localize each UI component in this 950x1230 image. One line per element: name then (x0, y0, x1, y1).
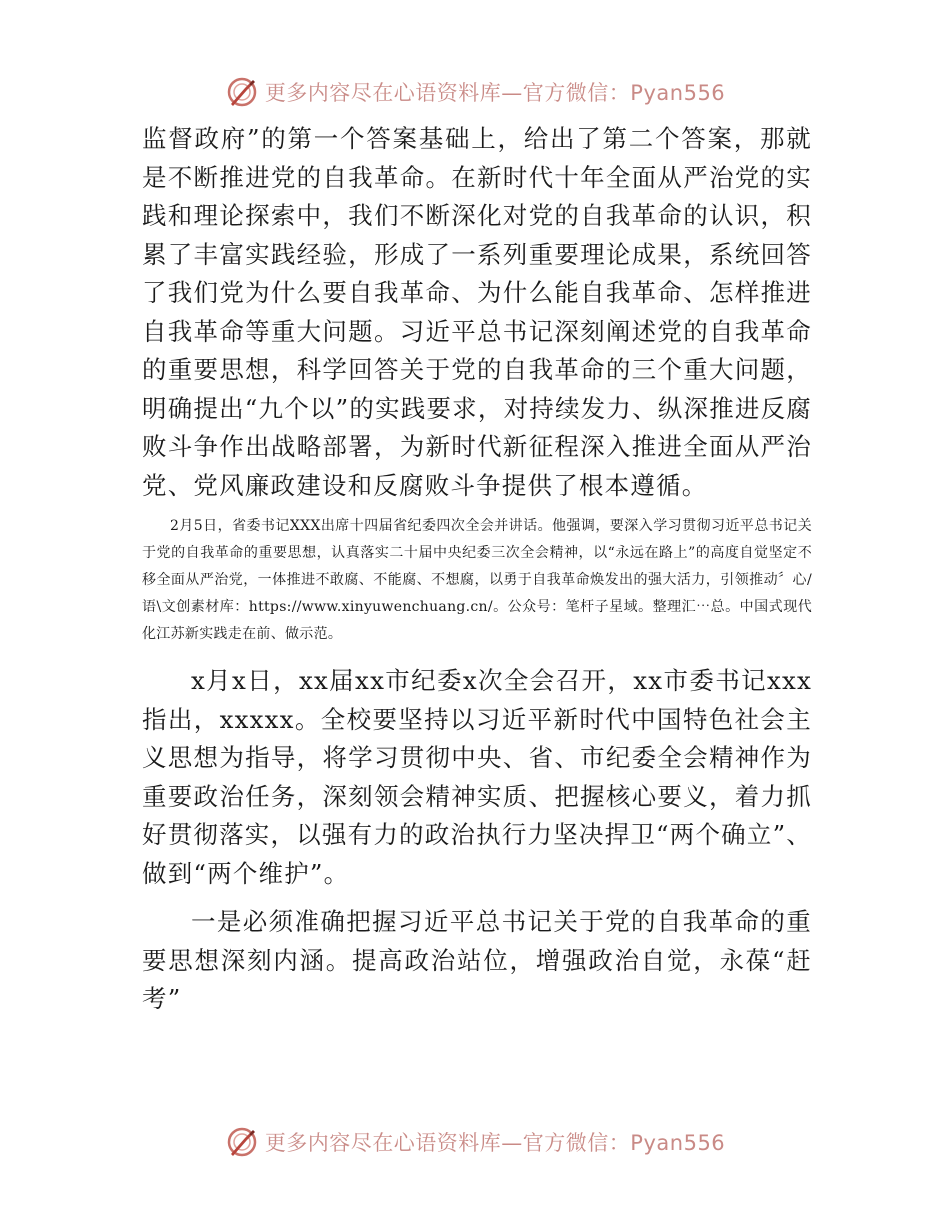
footer-watermark-banner (0, 1122, 950, 1162)
header-watermark-banner (0, 72, 950, 112)
pen-logo-icon (225, 1125, 259, 1159)
banner-text: 更多内容尽在心语资料库—官方微信：Pyan556 (264, 81, 726, 105)
banner-text: 更多内容尽在心语资料库—官方微信：Pyan556 (264, 1131, 726, 1155)
body-paragraph-3: x月x日，xx届xx市纪委x次全会召开，xx市委书记xxx指出，xxxxx。全校要坚持以习近平新时代中国特色社会主义思想为指导，将学习贯彻中央、省、市纪委全会精神作为重要政治任务，深刻领会精神实质、把握核心要义，着力抓好贯彻落实，以强有力的政治执行力坚决捍卫“两个确立”、做到“两个维护”。 (142, 666, 812, 888)
pen-logo-icon (225, 75, 259, 109)
body-paragraph-4: 一是必须准确把握习近平总书记关于党的自我革命的重要思想深刻内涵。提高政治站位，增强政治自觉，永葆“赶考” (142, 907, 812, 1013)
body-paragraph-2-small: 2月5日，省委书记XXX出席十四届省纪委四次全会并讲话。他强调，要深入学习贯彻习近平总书记关于党的自我革命的重要思想，认真落实二十届中央纪委三次全会精神，以“永远在路上”的高度自觉坚定不移全面从严治党，一体推进不敢腐、不能腐、不想腐，以勇于自我革命焕发出的强大活力，引领推动〞心/语\文创素材库：https://www.xinyuwenchuang.cn/。公众号：笔杆子星域。整理汇⋯总。中国式现代化江苏新实践走在前、做示范。 (142, 518, 812, 642)
document-body (142, 120, 812, 1019)
body-paragraph-1: 监督政府”的第一个答案基础上，给出了第二个答案，那就是不断推进党的自我革命。在新时代十年全面从严治党的实践和理论探索中，我们不断深化对党的自我革命的认识，积累了丰富实践经验，形成了一系列重要理论成果，系统回答了我们党为什么要自我革命、为什么能自我革命、怎样推进自我革命等重大问题。习近平总书记深刻阐述党的自我革命的重要思想，科学回答关于党的自我革命的三个重大问题，明确提出“九个以”的实践要求，对持续发力、纵深推进反腐败斗争作出战略部署，为新时代新征程深入推进全面从严治党、党风廉政建设和反腐败斗争提供了根本遵循。 (142, 124, 812, 500)
